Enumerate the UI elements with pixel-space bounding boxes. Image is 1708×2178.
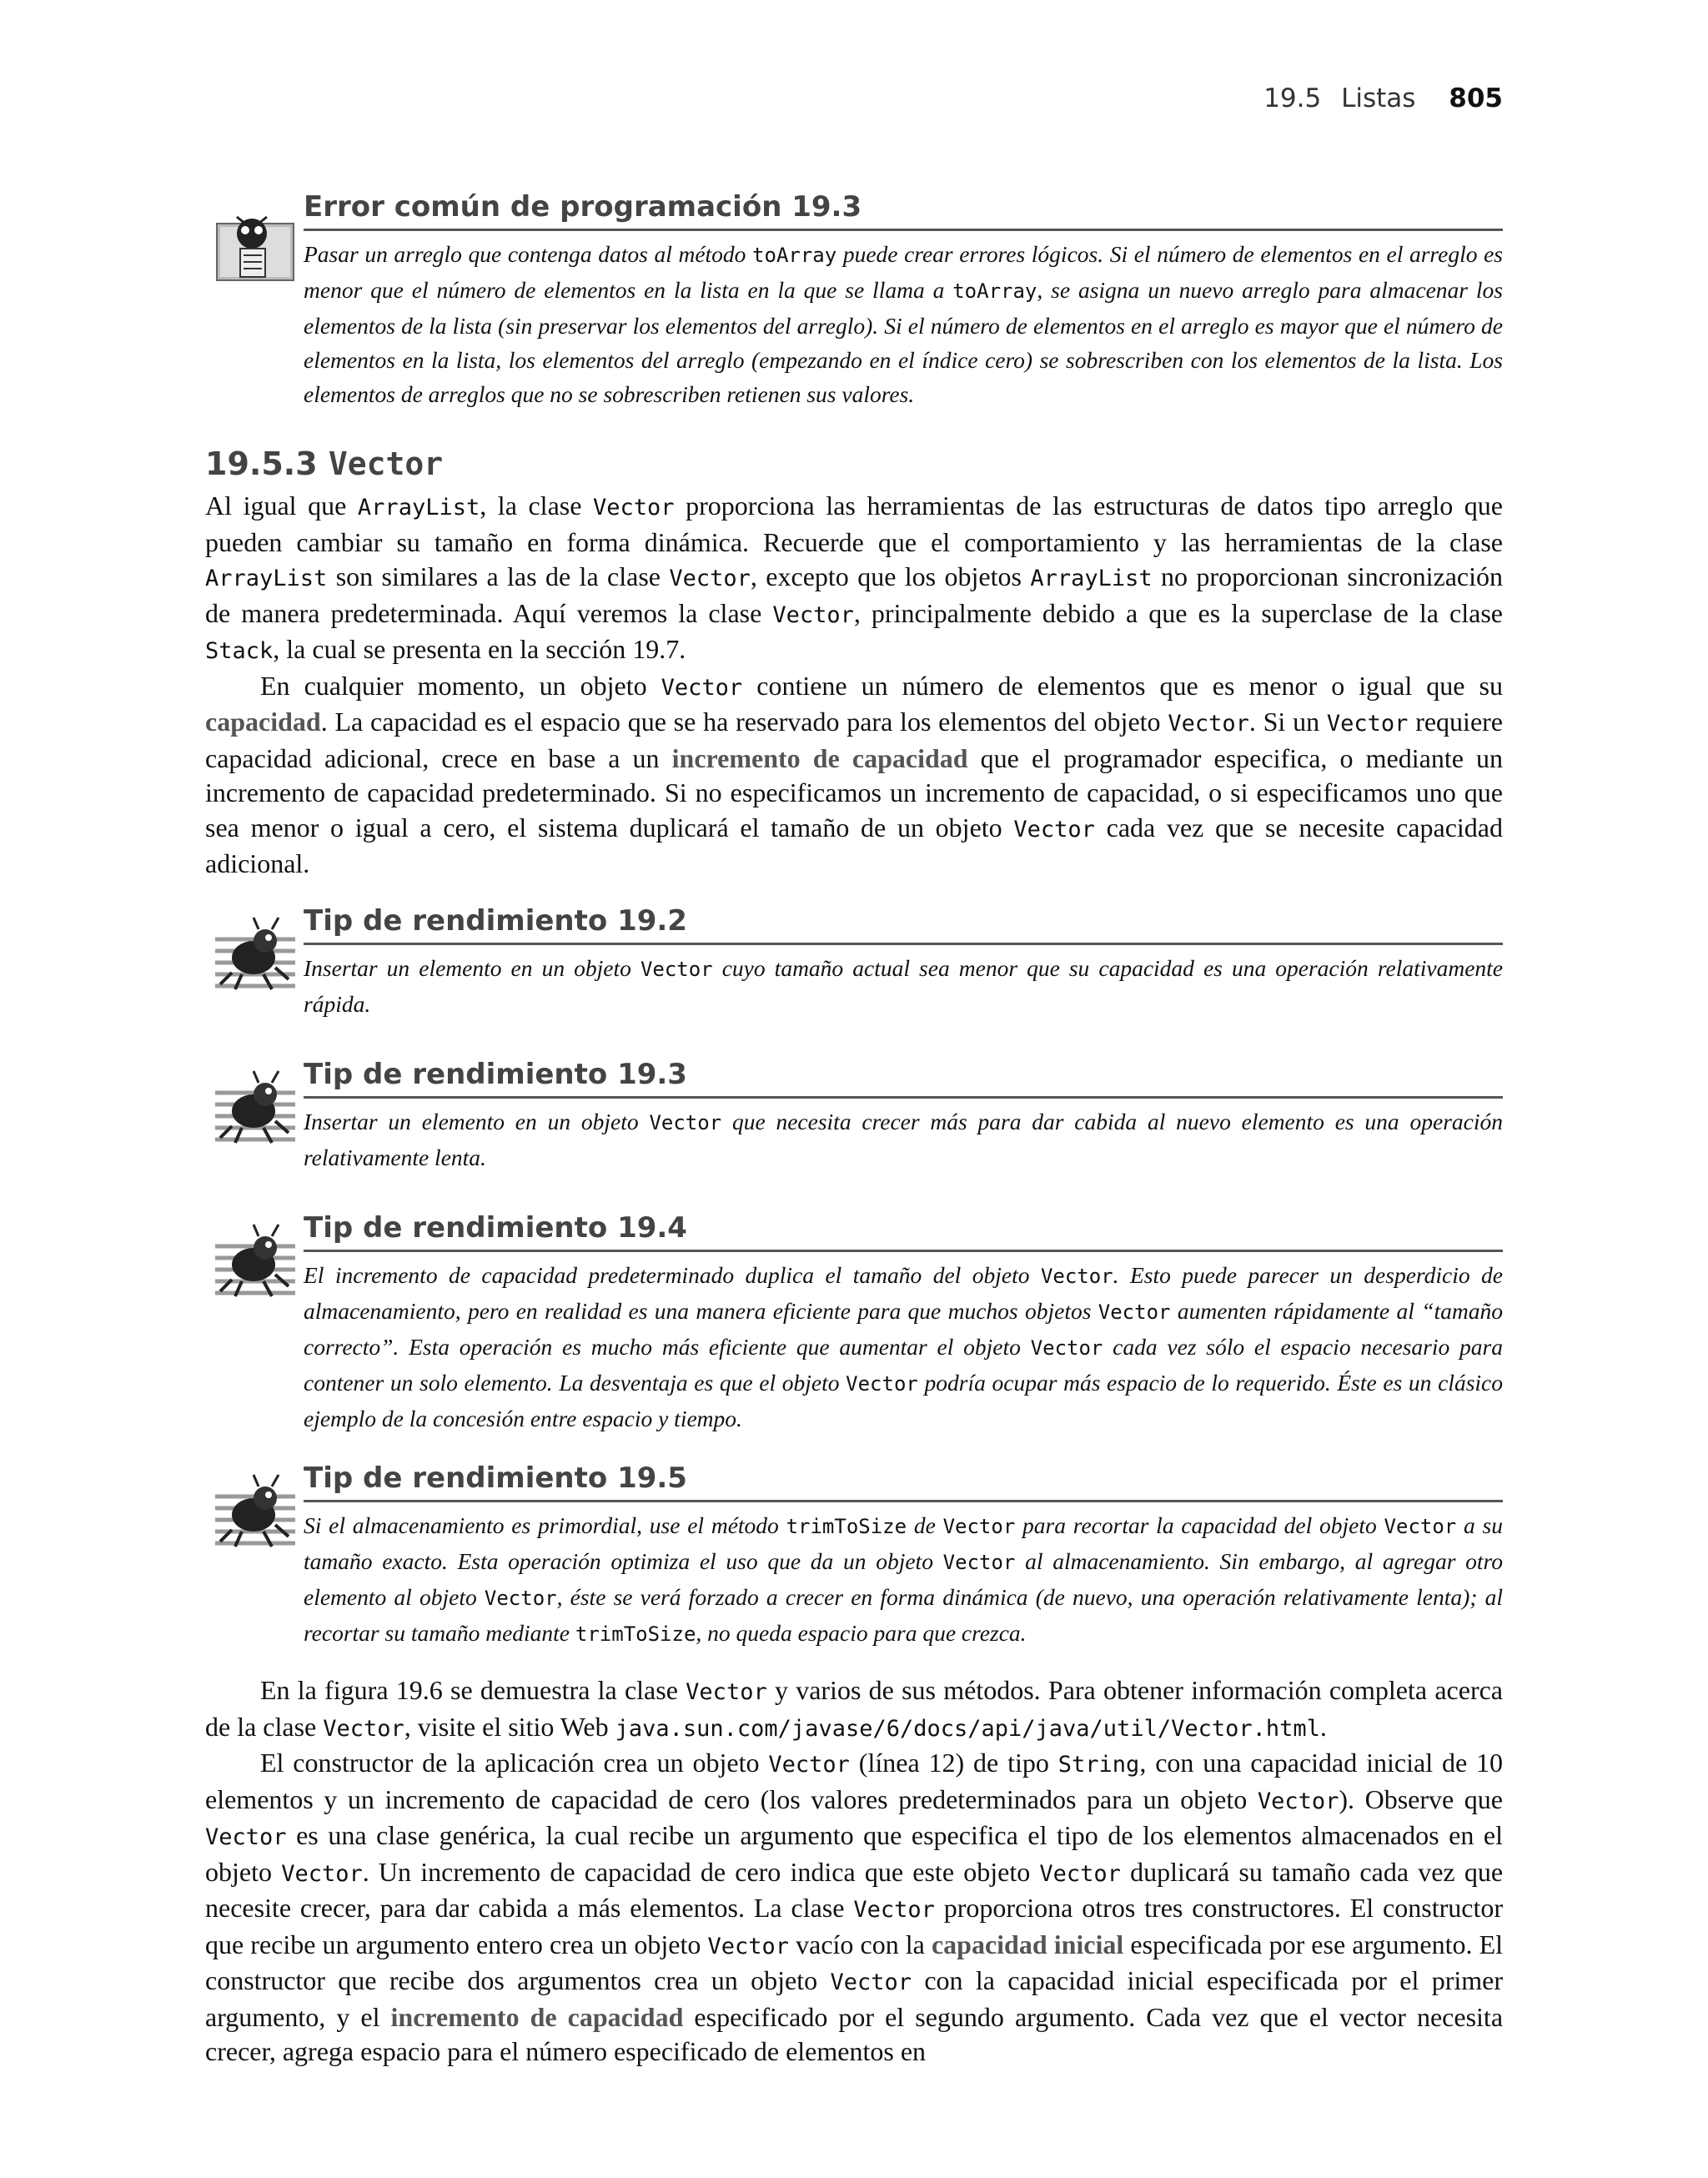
box-rule (304, 1096, 1503, 1099)
performance-bug-icon (212, 1068, 299, 1151)
performance-tip-box (205, 1056, 1503, 1181)
body-text-bottom (205, 1673, 1503, 2070)
common-error-box (205, 189, 1503, 414)
paragraph: El constructor de la aplicación crea un objeto Vector (línea 12) de tipo String, con una capacidad inicial de 10 elementos y un incremento de capacidad de cero (los valores predeterminados para un objeto Vector). Observe que Vector es una clase genérica, la cual recibe un argumento que especifica el tipo de los elementos almacenados en el objeto Vector. Un incremento de capacidad de cero indica que este objeto Vector duplicará su tamaño cada vez que necesite crecer, para dar cabida a más elementos. La clase Vector proporciona otros tres constructores. El constructor que recibe un argumento entero crea un objeto Vector vacío con la capacidad inicial especificada por ese argumento. El constructor que recibe dos argumentos crea un objeto Vector con la capacidad inicial especificada por el primer argumento, y el incremento de capacidad especificado por el segundo argumento. Cada vez que el vector necesita crecer, agrega espacio para el número especificado de elementos en (205, 1748, 1504, 2066)
performance-bug-icon (212, 914, 299, 998)
url-link: java.sun.com/javase/6/docs/api/java/util/Vector.html (615, 1715, 1320, 1742)
performance-bug-icon (212, 1221, 299, 1305)
paragraph: En la figura 19.6 se demuestra la clase Vector y varios de sus métodos. Para obtener información completa acerca de la clase Vector, visite el sitio Web java.sun.com/javase/6/docs/api/java/util/Vector.html. (205, 1675, 1504, 1742)
header-section-number: 19.5 (1263, 83, 1322, 113)
header-chapter-title: Listas (1341, 83, 1416, 113)
box-title: Error común de programación 19.3 (304, 190, 862, 224)
bug-thumbs-down-icon (212, 205, 299, 289)
paragraph: En cualquier momento, un objeto Vector contiene un número de elementos que es menor o igual que su capacidad. La capacidad es el espacio que se ha reservado para los elementos del objeto Vector. Si un Vector requiere capacidad adicional, crece en base a un incremento de capacidad que el programador especifica, o mediante un incremento de capacidad predeterminado. Si no especificamos un incremento de capacidad, o si especificamos uno que sea menor o igual a cero, el sistema duplicará el tamaño de un objeto Vector cada vez que se necesite capacidad adicional. (205, 670, 1504, 878)
paragraph: Al igual que ArrayList, la clase Vector proporciona las herramientas de las estructuras de datos tipo arreglo que pueden cambiar su tamaño en forma dinámica. Recuerde que el comportamiento y las herramientas de la clase ArrayList son similares a las de la clase Vector, excepto que los objetos ArrayList no proporcionan sincronización de manera predeterminada. Aquí veremos la clase Vector, principalmente debido a que es la superclase de la clase Stack, la cual se presenta en la sección 19.7. (205, 490, 1504, 664)
box-rule (304, 943, 1503, 945)
box-text: Si el almacenamiento es primordial, use el método trimToSize de Vector para recortar la capacidad del objeto Vector a su tamaño exacto. Esta operación optimiza el uso que da un objeto Vector al almacenamiento. Sin embargo, al agregar otro elemento al objeto Vector, éste se verá forzado a crecer en forma dinámica (de nuevo, una operación relativamente lenta); al recortar su tamaño mediante trimToSize, no queda espacio para que crezca. (304, 1512, 1503, 1646)
box-title: Tip de rendimiento 19.3 (304, 1058, 687, 1091)
performance-tip-box (205, 903, 1503, 1028)
performance-bug-icon (212, 1471, 299, 1555)
performance-tip-box (205, 1460, 1503, 1660)
box-text: Pasar un arreglo que contenga datos al método toArray puede crear errores lógicos. Si el número de elementos en el arreglo es menor que el número de elementos en la lista en la que se llama a toArray, se asigna un nuevo arreglo para almacenar los elementos de la lista (sin preservar los elementos del arreglo). Si el número de elementos en el arreglo es mayor que el número de elementos en la lista, los elementos del arreglo (empezando en el índice cero) se sobrescriben con los elementos de la lista. Los elementos de arreglos que no se sobrescriben retienen sus valores. (304, 241, 1503, 407)
page-number: 805 (1449, 83, 1503, 113)
running-header (1263, 83, 1503, 113)
performance-tip-box (205, 1210, 1503, 1435)
box-title: Tip de rendimiento 19.4 (304, 1211, 687, 1245)
box-rule (304, 229, 1503, 231)
box-text: Insertar un elemento en un objeto Vector cuyo tamaño actual sea menor que su capacidad es una operación relativamente rápida. (304, 955, 1504, 1017)
box-title: Tip de rendimiento 19.5 (304, 1461, 687, 1495)
box-rule (304, 1250, 1503, 1252)
box-rule (304, 1500, 1503, 1502)
box-title: Tip de rendimiento 19.2 (304, 904, 687, 938)
box-text: Insertar un elemento en un objeto Vector que necesita crecer más para dar cabida al nuevo elemento es una operación relativamente lenta. (304, 1109, 1503, 1170)
box-text: El incremento de capacidad predeterminado duplica el tamaño del objeto Vector. Esto puede parecer un desperdicio de almacenamiento, pero en realidad es una manera eficiente para que muchos objetos Vector aumenten rápidamente al “tamaño correcto”. Esta operación es mucho más eficiente que aumentar el objeto Vector cada vez sólo el espacio necesario para contener un solo elemento. La desventaja es que el objeto Vector podría ocupar más espacio de lo requerido. Éste es un clásico ejemplo de la concesión entre espacio y tiempo. (304, 1262, 1503, 1431)
section-heading: 19.5.3 Vector (205, 445, 444, 482)
body-text-top (205, 489, 1503, 882)
